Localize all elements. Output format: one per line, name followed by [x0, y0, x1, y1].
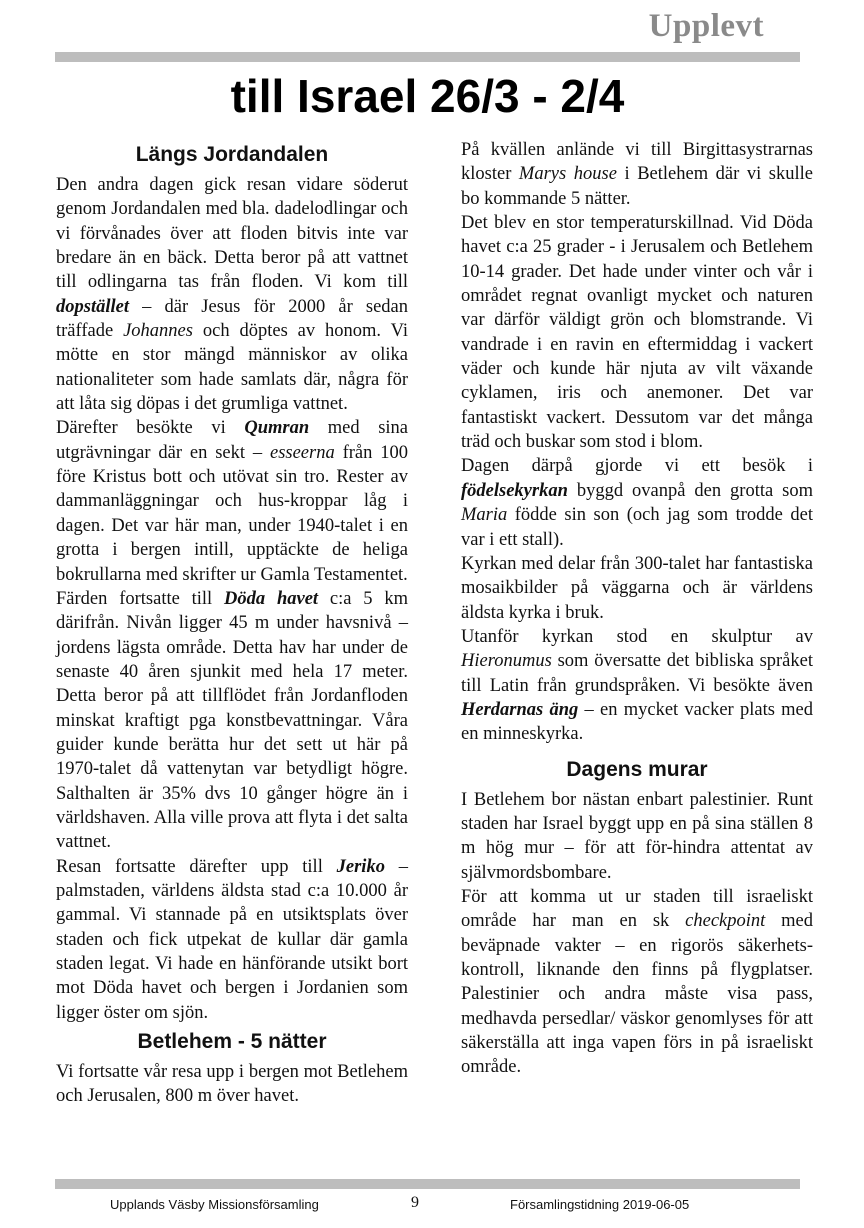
paragraph — [461, 138, 813, 211]
name-hieronumus: Hieronumus — [461, 651, 552, 672]
article-title: till Israel 26/3 - 2/4 — [230, 70, 625, 122]
right-column — [461, 138, 813, 1080]
text: – palmstaden, världens äldsta stad c:a 10.000 år gammal. Vi stannade på en utsiktsplats över staden och fick utpekat de kullar där gamla staden legat. Vi hade en hänförande utsikt bort mot Döda havet och bergen i Jordanien som ligger öster om sjön. — [56, 856, 409, 1023]
text: Dagen därpå gjorde vi ett besök i — [461, 456, 813, 477]
name-johannes: Johannes — [123, 321, 193, 342]
name-esseerna: esseerna — [269, 442, 335, 463]
place-jeriko: Jeriko — [336, 856, 385, 877]
text: byggd ovanpå den grotta som — [567, 480, 813, 501]
footer-organization: Upplands Väsby Missionsförsamling — [110, 1197, 319, 1212]
place-herdarnas-ang: Herdarnas äng — [461, 699, 579, 720]
paragraph — [56, 587, 408, 855]
heading-jordandalen: Längs Jordandalen — [135, 143, 329, 166]
page-number: 9 — [411, 1194, 419, 1211]
paragraph — [461, 625, 813, 747]
text: – där Jesus för 2000 år sedan träffade — [56, 296, 408, 342]
section-tag: Upplevt — [648, 8, 764, 44]
bottom-rule — [55, 1179, 800, 1189]
paragraph — [461, 454, 813, 551]
paragraph — [56, 855, 408, 1025]
text: och döptes av honom. Vi mötte en stor mängd människor av olika nationaliteter som hade samlats där, några för att låta sig döpas i det grumliga vattnet. — [56, 321, 409, 415]
text: från 100 före Kristus bott och utövat sin tro. Rester av dammanläggningar och hus-kroppar låg i dagen. Det var här man, under 1940-talet i en grotta i bergen intill, upptäckte de heliga bokrullarna med skrifter ur Gamla Testamentet. — [56, 442, 408, 585]
paragraph: I Betlehem bor nästan enbart palestinier. Runt staden har Israel byggt upp en på sina ställen 8 m hög mur – för att för-hindra attentat av självmordsbombare. — [461, 789, 813, 883]
paragraph: Det blev en stor temperaturskillnad. Vid Döda havet c:a 25 grader - i Jerusalem och Betlehem 10-14 grader. Det hade under vinter och vår i området regnat ovanligt mycket och naturen var därför väldigt grön och blomstrande. Vi vandrade i en ravin en eftermiddag i vackert väder och kunde här njuta av vilt växande cyklamen, iris och anemoner. Det var fantastiskt vackert. Dessutom var det många träd och buskar som stod i blom. — [461, 213, 813, 453]
text: med sina utgrävningar där en sekt – — [56, 418, 408, 463]
place-dopstallet: dopstället — [56, 296, 129, 317]
place-doda-havet: Döda havet — [224, 588, 319, 609]
text: med beväpnade vakter – en rigorös säkerhets-kontroll, liknande den finns på flygplatser. Palestinier och andra måste visa pass, medhavda persedlar/ väskor genomlyses för att säkerställa att inga vapen förs in på israeliskt område. — [461, 911, 813, 1078]
left-column — [56, 138, 408, 1109]
text: För att komma ut ur staden till israeliskt område har man en sk — [461, 886, 813, 932]
paragraph: Kyrkan med delar från 300-talet har fantastiska mosaikbilder på väggarna och är världens äldsta kyrka i bruk. — [461, 553, 813, 623]
text: – en mycket vacker plats med en minneskyrka. — [461, 699, 814, 745]
top-rule — [55, 52, 800, 62]
text: som översatte det bibliska språket till Latin från grundspråken. Vi besökte även — [461, 651, 813, 696]
text: Den andra dagen gick resan vidare söderut genom Jordandalen med bla. dadelodlingar och vi förvånades över att floden bitvis inte var bredare än en bäck. Detta beror på att vattnet till odlingarna tas från floden. Vi kom till — [56, 175, 408, 293]
text: Därefter besökte vi — [56, 418, 245, 439]
paragraph — [56, 173, 408, 416]
text: Utanför kyrkan stod en skulptur av — [461, 626, 813, 647]
place-fodelsekyrkan: födelsekyrkan — [461, 480, 568, 501]
heading-dagens-murar: Dagens murar — [566, 757, 708, 781]
term-checkpoint: checkpoint — [685, 911, 766, 932]
heading-betlehem: Betlehem - 5 nätter — [137, 1030, 327, 1054]
text: c:a 5 km därifrån. Nivån ligger 45 m under havsnivå – jordens lägsta område. Detta hav har under de senaste 40 åren sjunkit med hela 17 meter. Detta beror på att tillflödet från Jordanfloden minskat kraftigt pga konstbevattningar. Våra guider kunde berätta hur det sett ut här på 1970-talet då vattenytan var betydligt högre. Salthalten är 35% dvs 10 gånger högre än i världshaven. Alla ville prova att flyta i det salta vattnet. — [56, 588, 409, 853]
footer-publication: Församlingstidning 2019-06-05 — [510, 1197, 690, 1212]
text: födde sin son (och jag som trodde det var i ett stall). — [461, 505, 813, 550]
name-marys-house: Marys house — [518, 164, 617, 185]
paragraph: Vi fortsatte vår resa upp i bergen mot Betlehem och Jerusalen, 800 m över havet. — [56, 1062, 408, 1107]
paragraph — [56, 416, 408, 586]
text: Färden fortsatte till — [56, 588, 225, 609]
name-maria: Maria — [461, 505, 508, 526]
paragraph — [461, 885, 813, 1080]
footer — [55, 1194, 800, 1218]
place-qumran: Qumran — [244, 418, 310, 439]
text: På kvällen anlände vi till Birgittasystrarnas kloster — [461, 140, 813, 185]
text: i Betlehem där vi skulle bo kommande 5 nätter. — [461, 164, 813, 209]
text: Resan fortsatte därefter upp till — [56, 856, 337, 877]
